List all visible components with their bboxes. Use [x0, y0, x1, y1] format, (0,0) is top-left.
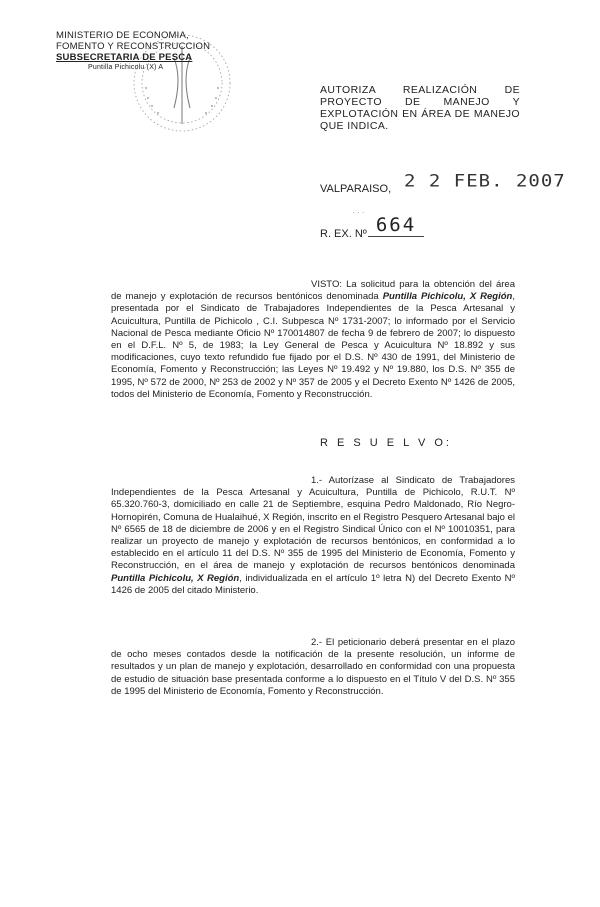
document-subject — [320, 84, 520, 132]
ministry-subtitle: FOMENTO Y RECONSTRUCCION — [56, 41, 211, 52]
subject-line: PROYECTO DE MANEJO Y — [320, 96, 520, 108]
place-label: VALPARAISO, — [320, 183, 392, 195]
resuelvo-heading: R E S U E L V O: — [320, 437, 452, 449]
ministry-name: MINISTERIO DE ECONOMIA, — [56, 30, 189, 41]
item-2-paragraph — [111, 637, 515, 698]
date-stamp: 2 2 FEB. 2007 — [404, 171, 566, 191]
stamp-marks: · · · — [352, 208, 365, 217]
letterhead — [56, 30, 210, 72]
subject-line: AUTORIZA REALIZACIÓN DE — [320, 84, 520, 96]
item-1-paragraph — [111, 475, 515, 597]
visto-text: VISTO: La solicitud para la obtención del área de manejo y explotación de recursos bentónicos denominada — [111, 279, 515, 303]
resolution-label: R. EX. Nº — [320, 228, 367, 240]
area-name: Puntilla Pichicolu, X Región — [111, 572, 240, 584]
file-reference: Puntilla Pichicolu (X) A — [88, 64, 164, 71]
visto-text: , presentada por el Sindicato de Trabajadores Independientes de la Pesca Artesanal y Acuicultura, Puntilla de Pichicolo , C.I. Subpesca Nº 1731-2007; lo informado por el Servicio Nacional de Pesca mediante Oficio Nº 170014807 de fecha 9 de febrero de 2007; lo dispuesto en el D.F.L. Nº 5, de 1983; la Ley General de Pesca y Acuicultura Nº 18.892 y sus modificaciones, cuyo texto refundido fue fijado por el D.S. Nº 430 de 1991, del Ministerio de Economía, Fomento y Reconstrucción; las Leyes Nº 19.492 y Nº 19.880, los D.S. Nº 355 de 1995, Nº 572 de 2000, Nº 253 de 2002 y Nº 357 de 2005 y el Decreto Exento Nº 1426 de 2005, todos del Ministerio de Economía, Fomento y Reconstrucción. — [111, 291, 516, 400]
subject-line: QUE INDICA. — [320, 120, 389, 132]
subsecretaria-name: SUBSECRETARIA DE PESCA — [56, 52, 193, 63]
subject-line: EXPLOTACIÓN EN ÁREA DE MANEJO — [320, 108, 520, 120]
item-1-text: , individualizada en el artículo 1º letra N) del Decreto Exento Nº 1426 de 2005 del citado Ministerio. — [111, 572, 515, 596]
visto-paragraph — [111, 279, 515, 401]
area-name: Puntilla Pichicolu, X Región — [382, 291, 513, 303]
item-1-text: 1.- Autorízase al Sindicato de Trabajadores Independientes de la Pesca Artesanal y Acuicultura, Puntilla de Pichicolo, R.U.T. Nº 65.320.760-3, domiciliado en calle 21 de Septiembre, esquina Pedro Maldonado, Río Negro-Hornopirén, Comuna de Hualaihué, X Región, inscrito en el Registro Pesquero Artesanal bajo el Nº 6565 de 18 de diciembre de 2006 y en el Registro Sindical Único con el Nº 10010351, para realizar un proyecto de manejo y explotación de recursos bentónicos, en conformidad a lo establecido en el artículo 11 del D.S. Nº 355 de 1995 del Ministerio de Economía, Fomento y Reconstrucción, en el área de manejo y explotación de recursos bentónicos denominada — [111, 475, 515, 572]
resolution-number: 664 — [368, 214, 424, 237]
item-2-text: 2.- El peticionario deberá presentar en el plazo de ocho meses contados desde la notificación de la presente resolución, un informe de resultados y un plan de manejo y explotación, desarrollado en conformidad con una propuesta de estudio de situación base presentada conforme a lo dispuesto en el Título V del D.S. Nº 355 de 1995 del Ministerio de Economía, Fomento y Reconstrucción. — [111, 637, 515, 697]
